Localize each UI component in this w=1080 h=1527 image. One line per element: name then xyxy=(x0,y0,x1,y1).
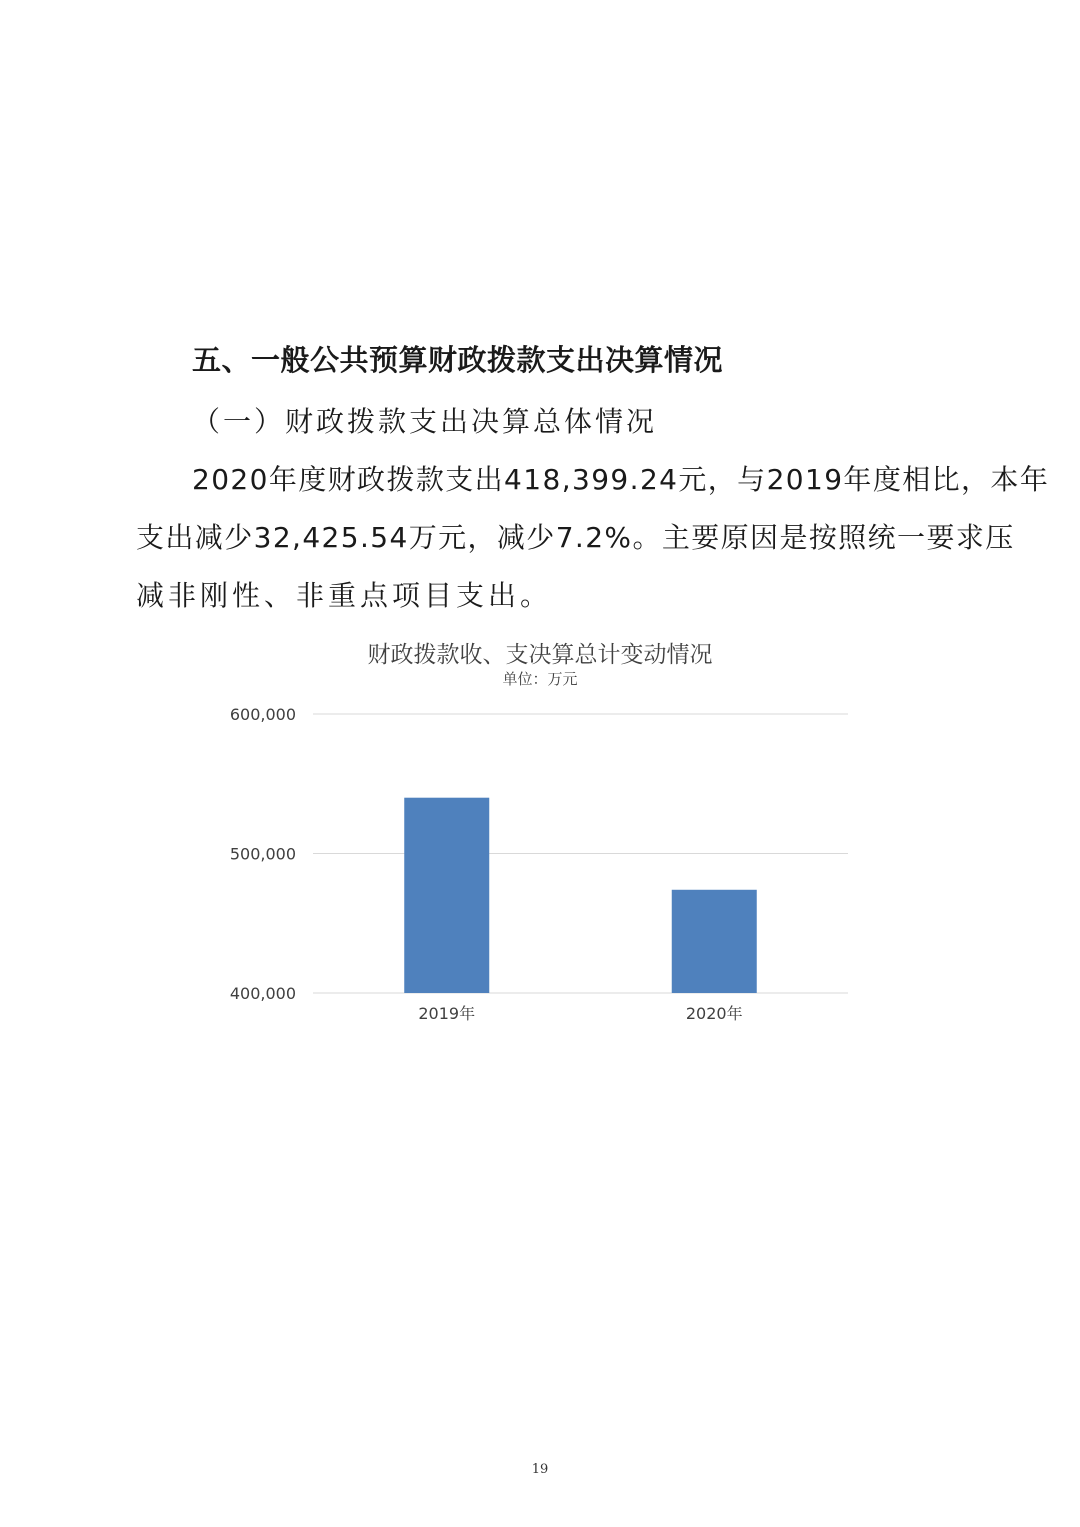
y-tick-label: 500,000 xyxy=(229,844,296,864)
paragraph-line-3: 减非刚性、非重点项目支出。 xyxy=(136,579,553,612)
y-tick-label: 400,000 xyxy=(229,984,296,1003)
paragraph-line-2: 支出减少32,425.54万元，减少7.2%。主要原因是按照统一要求压 xyxy=(136,521,1015,554)
y-tick-label: 600,000 xyxy=(229,705,296,724)
chart-subtitle: 单位：万元 xyxy=(502,670,578,688)
bar xyxy=(404,798,489,993)
page-number: 19 xyxy=(531,1462,549,1477)
section-subheading: （一）财政拨款支出决算总体情况 xyxy=(192,405,658,438)
paragraph-line-1: 2020年度财政拨款支出418,399.24元，与2019年度相比，本年 xyxy=(192,463,1050,496)
chart-title: 财政拨款收、支决算总计变动情况 xyxy=(367,642,713,668)
section-heading: 五、一般公共预算财政拨款支出决算情况 xyxy=(192,343,724,377)
x-tick-label: 2020年 xyxy=(685,1004,743,1023)
x-tick-label: 2019年 xyxy=(418,1004,476,1023)
bar xyxy=(672,890,757,993)
